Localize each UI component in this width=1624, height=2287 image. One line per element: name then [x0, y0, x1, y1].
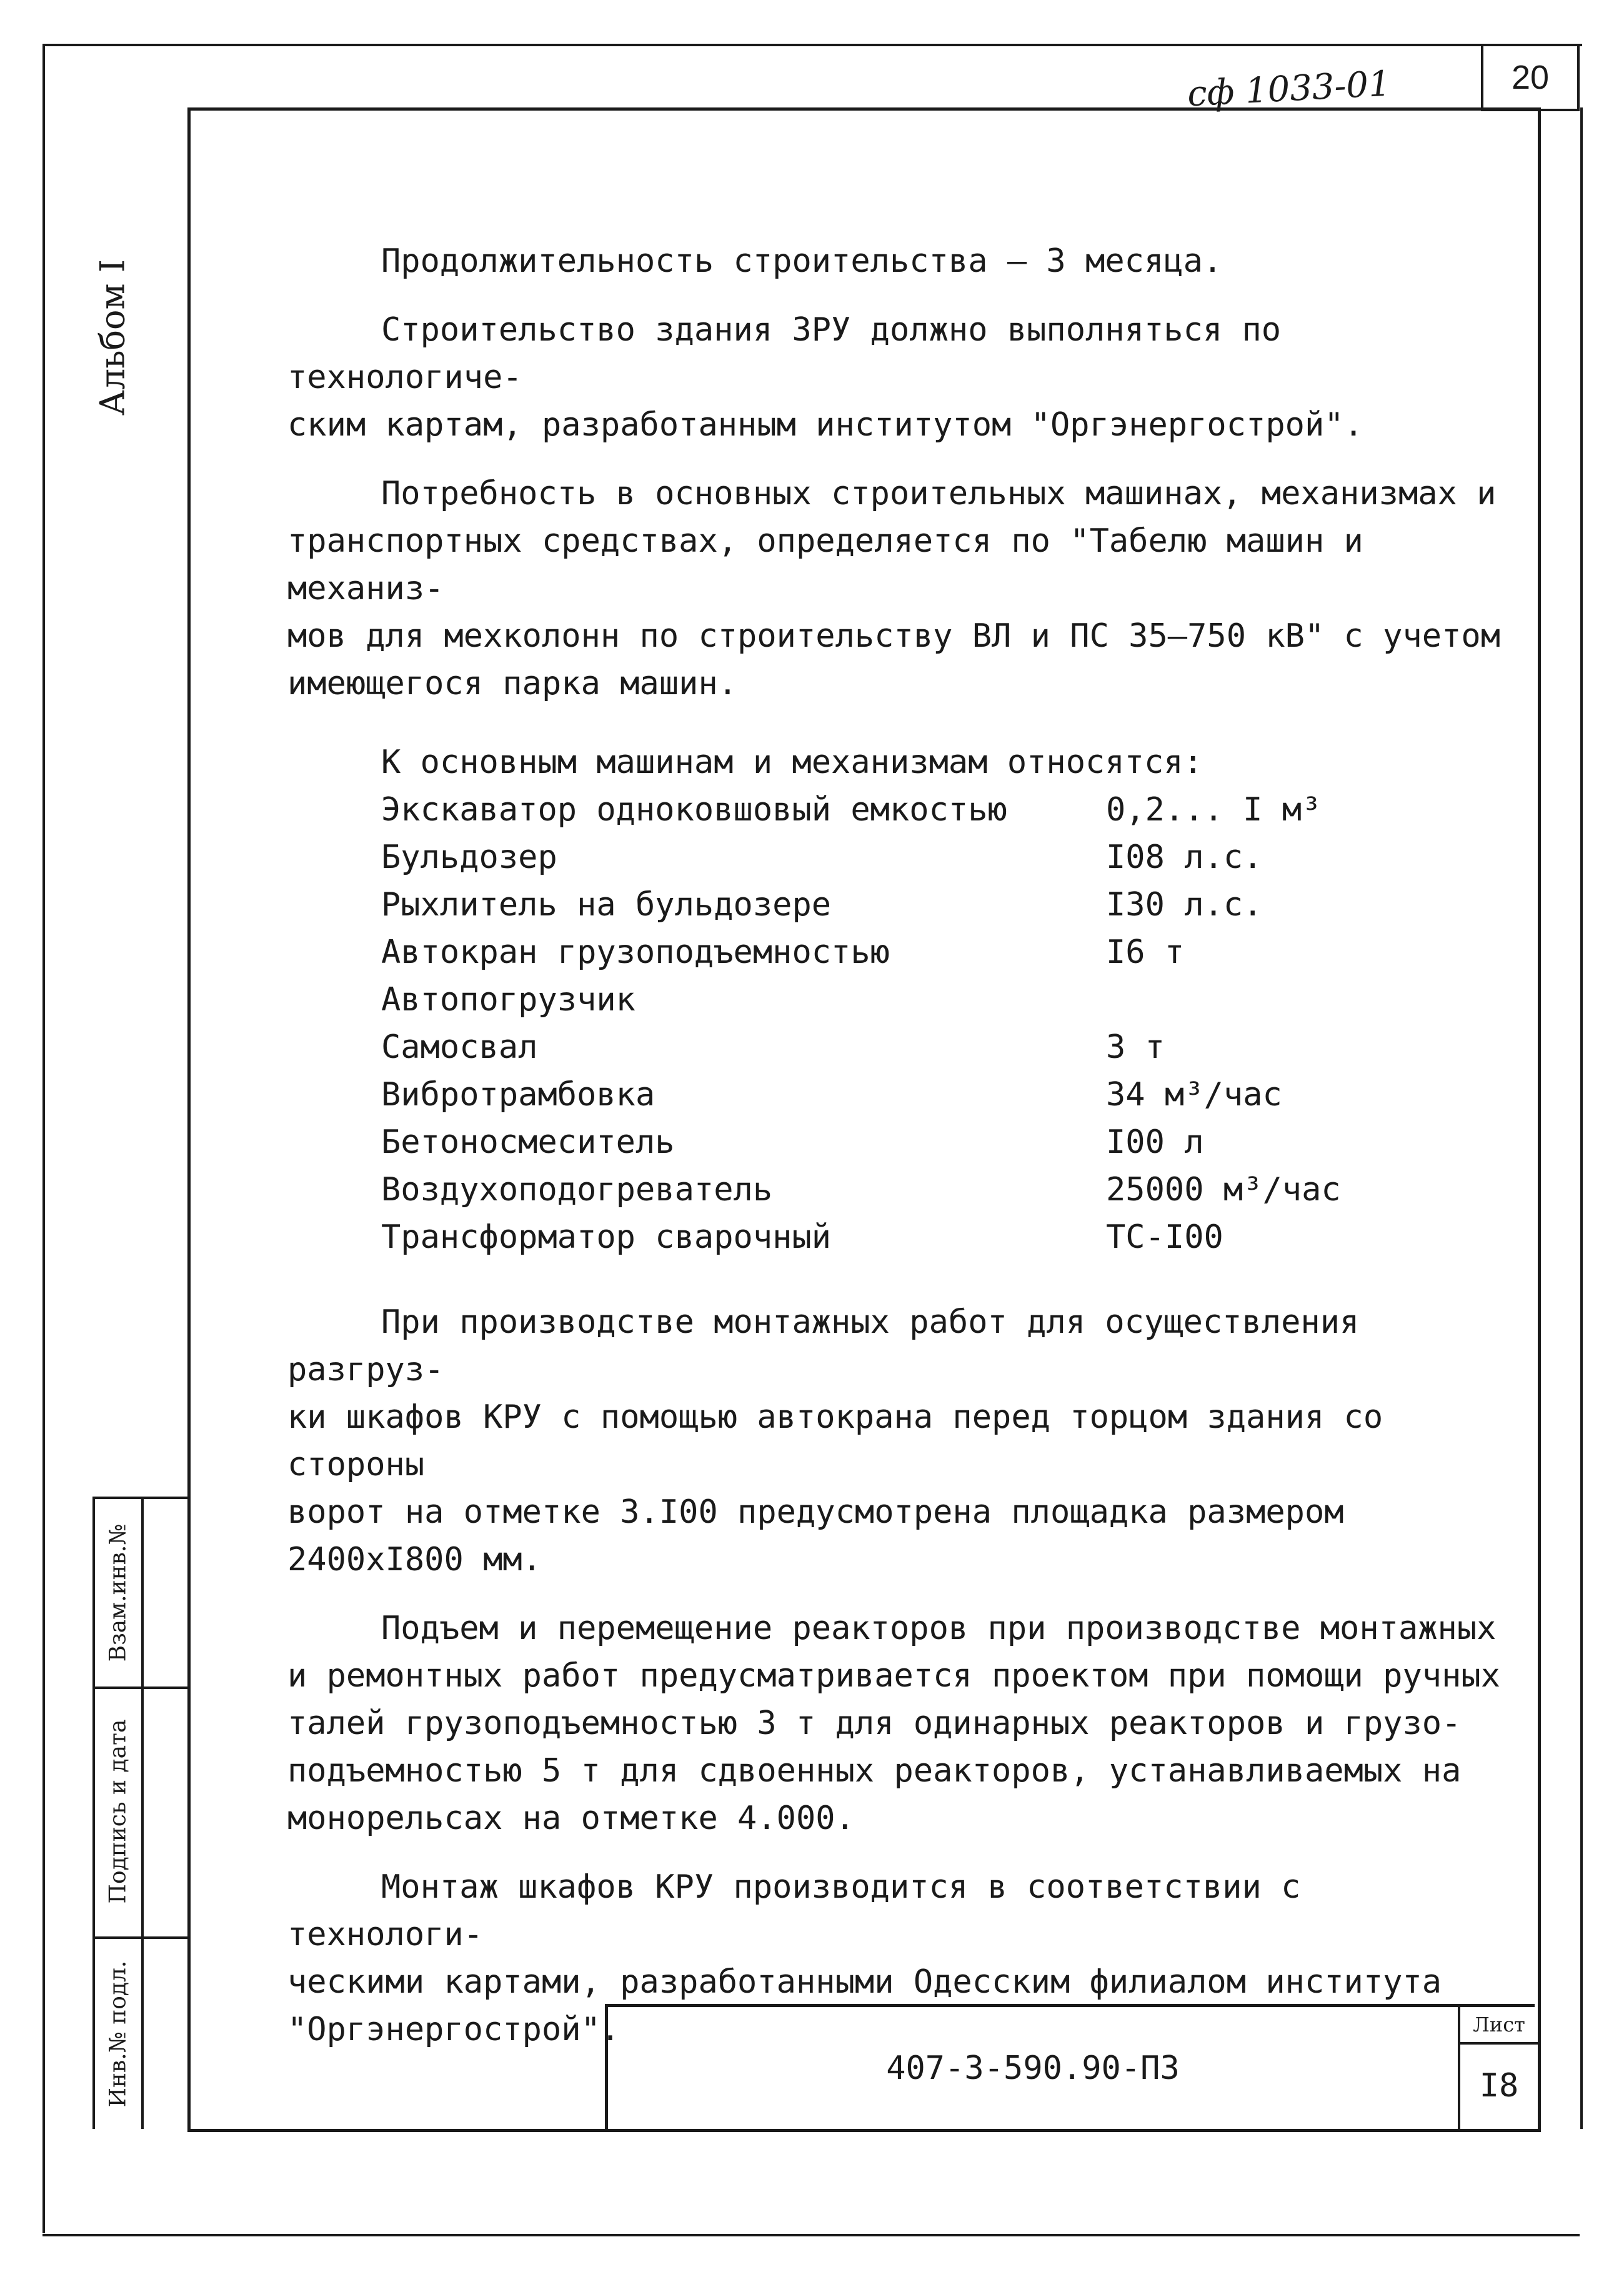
paragraph-line: При производстве монтажных работ для осуществления разгруз- — [287, 1303, 1379, 1388]
equipment-value: I00 л — [1106, 1124, 1204, 1161]
stamp-column — [92, 1497, 187, 2129]
equipment-row — [381, 1213, 1512, 1261]
paragraph — [287, 1605, 1512, 1842]
equipment-row — [381, 881, 1512, 929]
sheet-number: I8 — [1479, 2066, 1519, 2105]
paragraph-line: и ремонтных работ предусматривается проектом при помощи ручных — [287, 1657, 1501, 1695]
equipment-value: I6 т — [1106, 934, 1185, 971]
equipment-value — [1106, 976, 1512, 1024]
equipment-name: Автокран грузоподъемностью — [381, 934, 890, 971]
handwritten-code: сф 1033-01 — [1186, 63, 1392, 115]
equipment-value: 3 т — [1106, 1029, 1165, 1066]
equipment-row — [381, 1119, 1512, 1166]
equipment-value: I30 л.с. — [1106, 886, 1263, 924]
equipment-list — [287, 786, 1512, 1261]
bottom-rule — [42, 2234, 1580, 2236]
paragraph-line: Строительство здания ЗРУ должно выполняться по технологиче- — [287, 311, 1301, 396]
equipment-name: Самосвал — [381, 1029, 538, 1066]
paragraph — [287, 237, 1512, 285]
equipment-name: Трансформатор сварочный — [381, 1218, 832, 1256]
paragraph-line: ворот на отметке 3.I00 предусмотрена площадка размером — [287, 1493, 1344, 1531]
stamp-label-original-inv: Инв.№ подл. — [105, 1960, 131, 2108]
equipment-name: Воздухоподогреватель — [381, 1171, 773, 1208]
paragraph-line: Продолжительность строительства – 3 месяца. — [381, 242, 1223, 280]
paragraph-line: талей грузоподъемностью 3 т для одинарных реакторов и грузо- — [287, 1705, 1462, 1742]
title-block — [605, 2004, 1535, 2129]
equipment-value: 34 м³/час — [1106, 1076, 1282, 1114]
paragraph-line: "Оргэнергострой". — [287, 2011, 620, 2048]
paragraph-line: ческими картами, разработанными Одесским филиалом института — [287, 1963, 1442, 2001]
stamp-divider — [141, 1499, 144, 2129]
paragraph-line: 2400хI800 мм. — [287, 1541, 542, 1578]
paragraph-line: мов для мехколонн по строительству ВЛ и ПС 35–750 кВ" с учетом — [287, 617, 1501, 655]
stamp-row-divider — [95, 1687, 187, 1689]
paragraph-line: Подъем и перемещение реакторов при производстве монтажных — [381, 1610, 1497, 1647]
equipment-row — [381, 1071, 1512, 1119]
equipment-row — [381, 1024, 1512, 1071]
equipment-value: I08 л.с. — [1106, 839, 1263, 876]
paragraph-line: Монтаж шкафов КРУ производится в соответствии с технологи- — [287, 1868, 1320, 1953]
paragraph-line: ским картам, разработанным институтом "Оргэнергострой". — [287, 406, 1363, 444]
paragraph-line: подъемностью 5 т для сдвоенных реакторов, устанавливаемых на — [287, 1752, 1462, 1790]
paragraph — [287, 1298, 1512, 1583]
paragraph-line: Потребность в основных строительных машинах, механизмах и — [381, 475, 1497, 512]
equipment-name: Рыхлитель на бульдозере — [381, 886, 832, 924]
paragraph-line: имеющегося парка машин. — [287, 665, 738, 702]
paragraph — [287, 306, 1512, 449]
equipment-name: Вибротрамбовка — [381, 1076, 655, 1114]
paragraphs-bottom — [287, 1298, 1512, 2053]
equipment-intro: К основным машинам и механизмам относятся: — [381, 744, 1203, 781]
paragraphs-top — [287, 237, 1512, 707]
equipment-name: Бульдозер — [381, 839, 557, 876]
sheet-number-top: 20 — [1481, 44, 1580, 111]
paragraph — [287, 470, 1512, 707]
equipment-name: Экскаватор одноковшовый емкостью — [381, 791, 1007, 829]
equipment-name: Автопогрузчик — [381, 981, 635, 1019]
equipment-row — [381, 929, 1512, 976]
document-code: 407-3-590.90-ПЗ — [886, 2049, 1180, 2087]
equipment-row — [381, 1166, 1512, 1213]
right-strip — [1538, 107, 1583, 2129]
equipment-value: ТС-I00 — [1106, 1218, 1223, 1256]
stamp-label-replaced-inv: Взам.инв.№ — [105, 1523, 131, 1662]
paragraph-line: ки шкафов КРУ с помощью автокрана перед торцом здания со стороны — [287, 1398, 1403, 1483]
paragraph-line: транспортных средствах, определяется по "Табелю машин и механиз- — [287, 522, 1383, 607]
stamp-row-divider — [95, 1936, 187, 1939]
stamp-label-signature-date: Подпись и дата — [105, 1719, 131, 1904]
equipment-value: 25000 м³/час — [1106, 1171, 1341, 1208]
equipment-row — [381, 786, 1512, 834]
document-body — [287, 237, 1512, 2075]
sheet-cell — [1458, 2007, 1538, 2129]
equipment-row — [381, 834, 1512, 881]
sheet-label: Лист — [1460, 2007, 1538, 2045]
equipment-name: Бетоносмеситель — [381, 1124, 675, 1161]
equipment-row — [381, 976, 1512, 1024]
album-label: Альбом I — [92, 259, 132, 416]
paragraph-line: монорельсах на отметке 4.000. — [287, 1800, 855, 1837]
equipment-value: 0,2... I м³ — [1106, 791, 1322, 829]
